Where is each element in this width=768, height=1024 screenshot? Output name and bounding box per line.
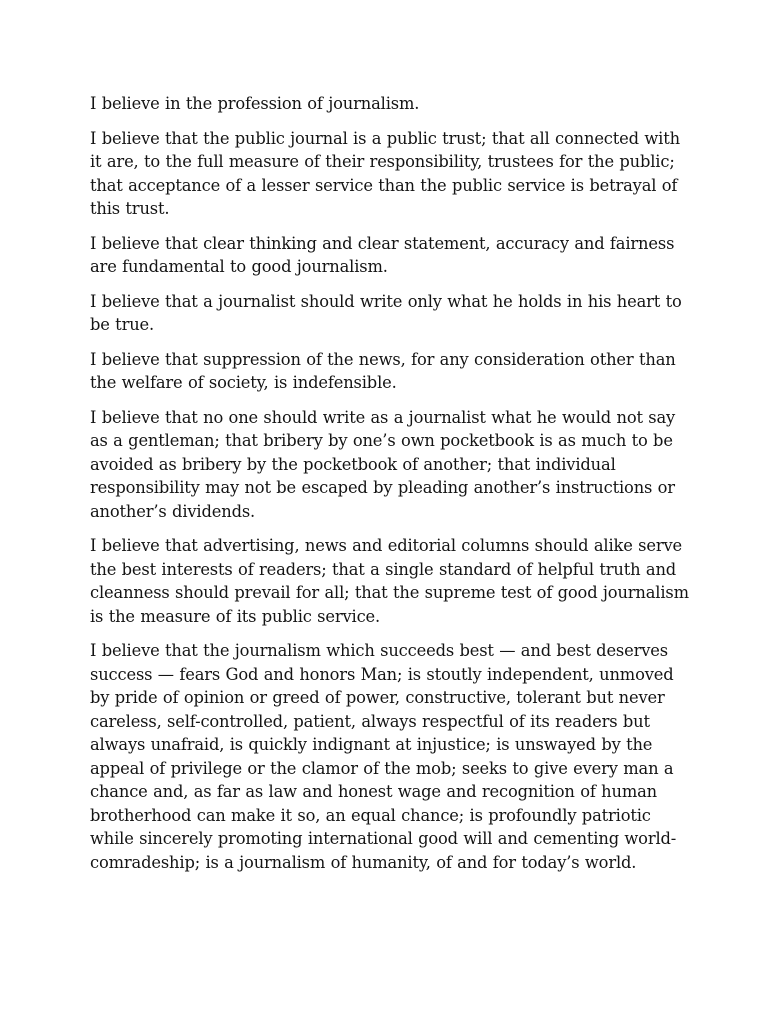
paragraph-8: I believe that the journalism which succeeds best — and best deserves success — fears God and honors Man; is stoutly independent, unmoved by pride of opinion or greed of power, constructive, tolerant but never careless, self-controlled, patient, always respectful of its readers but always unafraid, is quickly indignant at injustice; is unswayed by the appeal of privilege or the clamor of the mob; seeks to give every man a chance and, as far as law and honest wage and recognition of human brotherhood can make it so, an equal chance; is profoundly patriotic while sincerely promoting international good will and cementing world-comradeship; is a journalism of humanity, of and for today’s world. [90, 641, 677, 872]
paragraph-5: I believe that suppression of the news, for any consideration other than the welfare of society, is indefensible. [90, 349, 676, 392]
paragraph-4: I believe that a journalist should write only what he holds in his heart to be true. [90, 291, 682, 334]
document-page [90, 92, 690, 885]
paragraph-7: I believe that advertising, news and editorial columns should alike serve the best interests of readers; that a single standard of helpful truth and cleanness should prevail for all; that the supreme test of good journalism is the measure of its public service. [90, 536, 689, 626]
paragraph-2: I believe that the public journal is a public trust; that all connected with it are, to the full measure of their responsibility, trustees for the public; that acceptance of a lesser service than the public service is betrayal of this trust. [90, 128, 680, 218]
paragraph-3: I believe that clear thinking and clear statement, accuracy and fairness are fundamental to good journalism. [90, 233, 675, 276]
paragraph-1: I believe in the profession of journalism. [90, 94, 420, 113]
paragraph-6: I believe that no one should write as a journalist what he would not say as a gentleman; that bribery by one’s own pocketbook is as much to be avoided as bribery by the pocketbook of another; that individual responsibility may not be escaped by pleading another’s instructions or another’s dividends. [90, 407, 676, 521]
